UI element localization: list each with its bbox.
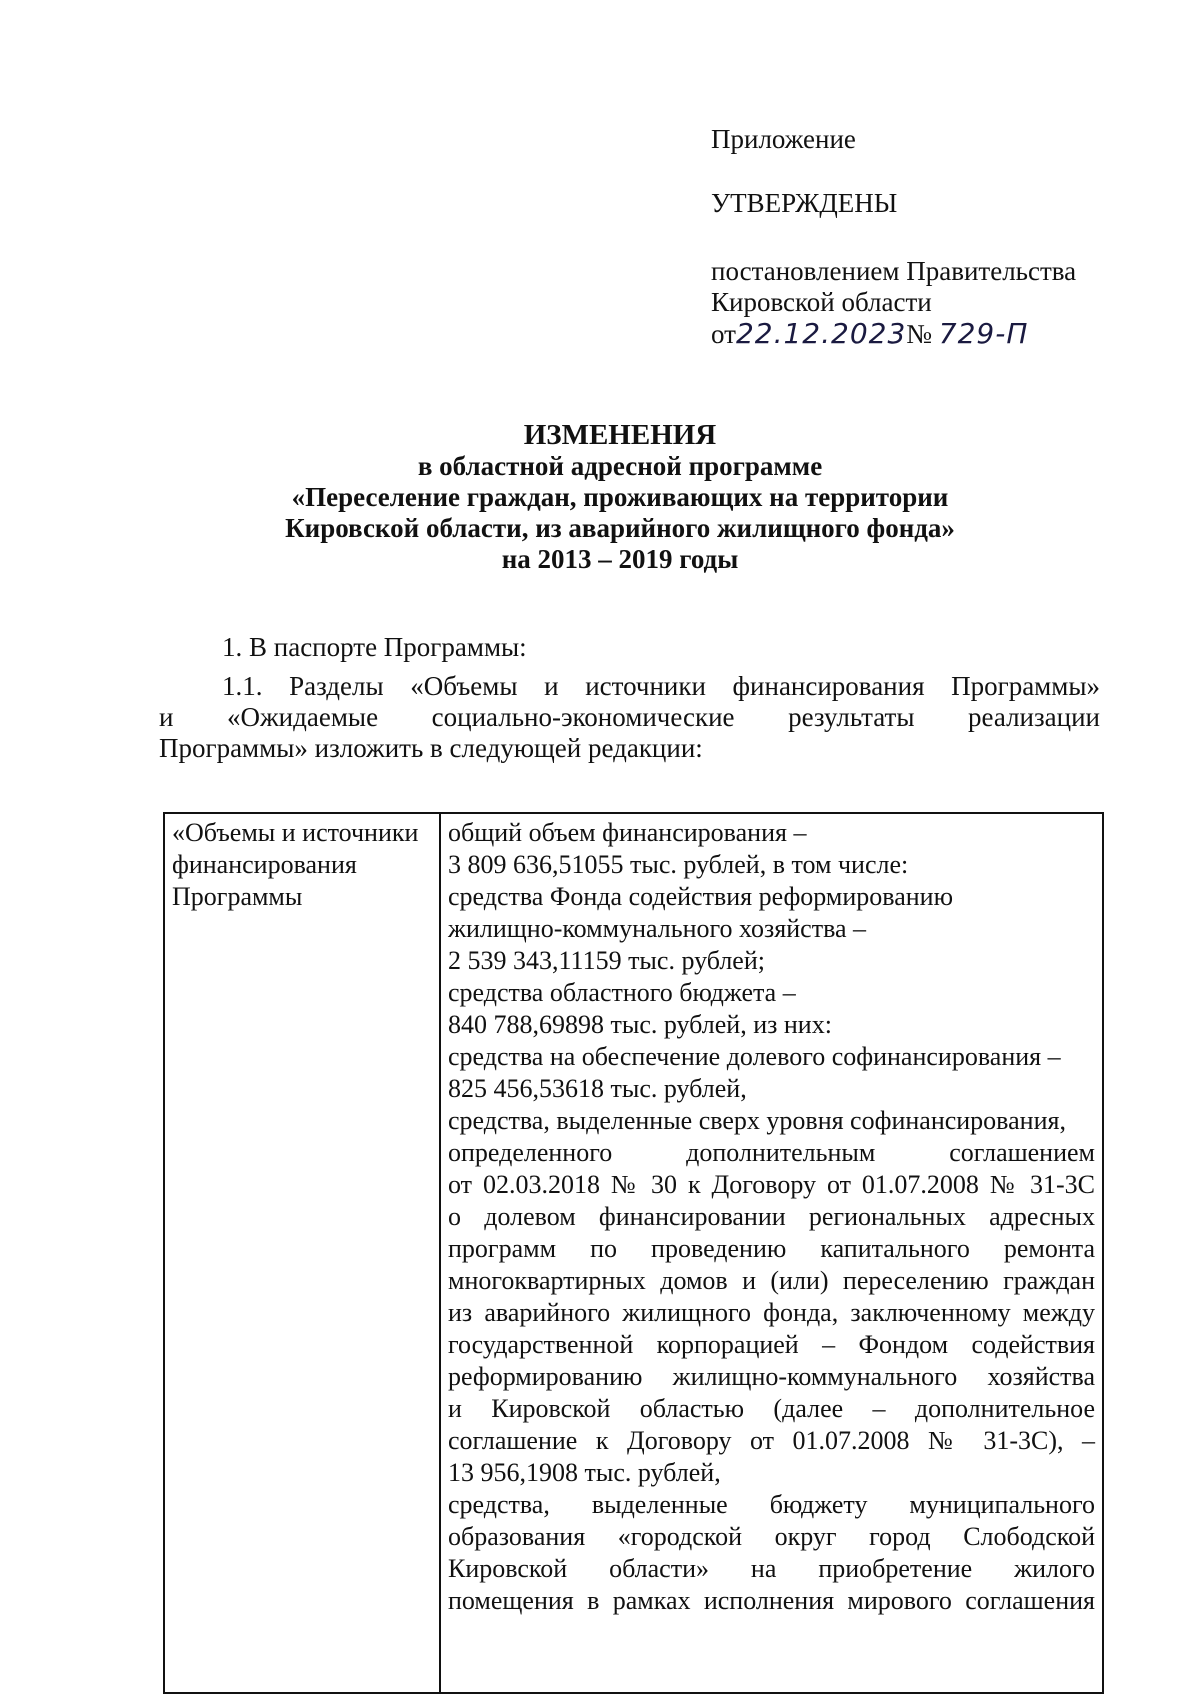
paragraph-1: 1. В паспорте Программы: xyxy=(222,632,527,662)
content-line: средства областного бюджета – xyxy=(448,978,796,1007)
handwritten-number: 729-П xyxy=(938,317,1029,350)
content-line: Кировской области» на приобретение жилого xyxy=(448,1554,1095,1583)
heading-line-1: в областной адресной программе xyxy=(417,451,823,481)
content-line: 825 456,53618 тыс. рублей, xyxy=(448,1074,747,1103)
table-row xyxy=(164,813,1103,1693)
content-line: средства Фонда содействия реформированию xyxy=(448,882,953,911)
approval-line-2: Кировской области xyxy=(711,287,932,317)
content-line: от 02.03.2018 № 30 к Договору от 01.07.2008 № 31-3С xyxy=(448,1170,1095,1199)
document-heading xyxy=(0,420,1200,575)
paragraph-1-1-line-1: 1.1. Разделы «Объемы и источники финансирования Программы» xyxy=(222,671,1100,701)
number-prefix: № xyxy=(906,319,933,349)
content-line: 3 809 636,51055 тыс. рублей, в том числе: xyxy=(448,850,909,879)
content-line: из аварийного жилищного фонда, заключенному между xyxy=(448,1298,1095,1327)
content-line: о долевом финансировании региональных адресных xyxy=(448,1202,1095,1231)
attachment-label: Приложение xyxy=(711,124,856,154)
paragraph-1-1 xyxy=(159,671,1100,764)
heading-line-2: «Переселение граждан, проживающих на территории xyxy=(291,482,949,512)
content-line: жилищно-коммунального хозяйства – xyxy=(448,914,867,943)
section-content-cell xyxy=(440,813,1103,1693)
approval-date-line xyxy=(711,318,1076,350)
content-line: помещения в рамках исполнения мирового соглашения xyxy=(448,1586,1095,1615)
handwritten-date: 22.12.2023 xyxy=(735,317,907,350)
content-line: средства, выделенные бюджету муниципального xyxy=(448,1490,1095,1519)
date-prefix: от xyxy=(711,319,736,349)
content-line: общий объем финансирования – xyxy=(448,818,807,847)
financing-table xyxy=(163,812,1104,1694)
content-line: 13 956,1908 тыс. рублей, xyxy=(448,1458,721,1487)
content-line: соглашение к Договору от 01.07.2008 № 31-3С), – xyxy=(448,1426,1095,1455)
content-line: государственной корпорацией – Фондом содействия xyxy=(448,1330,1095,1359)
content-line: реформированию жилищно-коммунального хозяйства xyxy=(448,1362,1095,1391)
content-line: программ по проведению капитального ремонта xyxy=(448,1234,1095,1263)
content-line: 840 788,69898 тыс. рублей, из них: xyxy=(448,1010,832,1039)
content-line: средства, выделенные сверх уровня софинансирования, xyxy=(448,1106,1066,1135)
content-line: средства на обеспечение долевого софинансирования – xyxy=(448,1042,1061,1071)
paragraph-1-1-line-2: и «Ожидаемые социально-экономические результаты реализации xyxy=(159,702,1100,732)
paragraph-1-1-line-3: Программы» изложить в следующей редакции: xyxy=(159,733,703,763)
approved-label: УТВЕРЖДЕНЫ xyxy=(711,188,898,218)
content-line: и Кировской областью (далее – дополнительное xyxy=(448,1394,1095,1423)
content-line: образования «городской округ город Слободской xyxy=(448,1522,1095,1551)
heading-title: ИЗМЕНЕНИЯ xyxy=(523,419,717,451)
heading-line-4: на 2013 – 2019 годы xyxy=(501,544,739,574)
approval-line-1: постановлением Правительства xyxy=(711,256,1077,286)
section-name-cell: «Объемы и источники финансирования Программы xyxy=(164,813,440,1693)
content-line: 2 539 343,11159 тыс. рублей; xyxy=(448,946,765,975)
approval-block xyxy=(711,256,1076,350)
content-line: многоквартирных домов и (или) переселению граждан xyxy=(448,1266,1095,1295)
heading-line-3: Кировской области, из аварийного жилищного фонда» xyxy=(285,513,955,543)
content-line: определенного дополнительным соглашением xyxy=(448,1138,1095,1167)
